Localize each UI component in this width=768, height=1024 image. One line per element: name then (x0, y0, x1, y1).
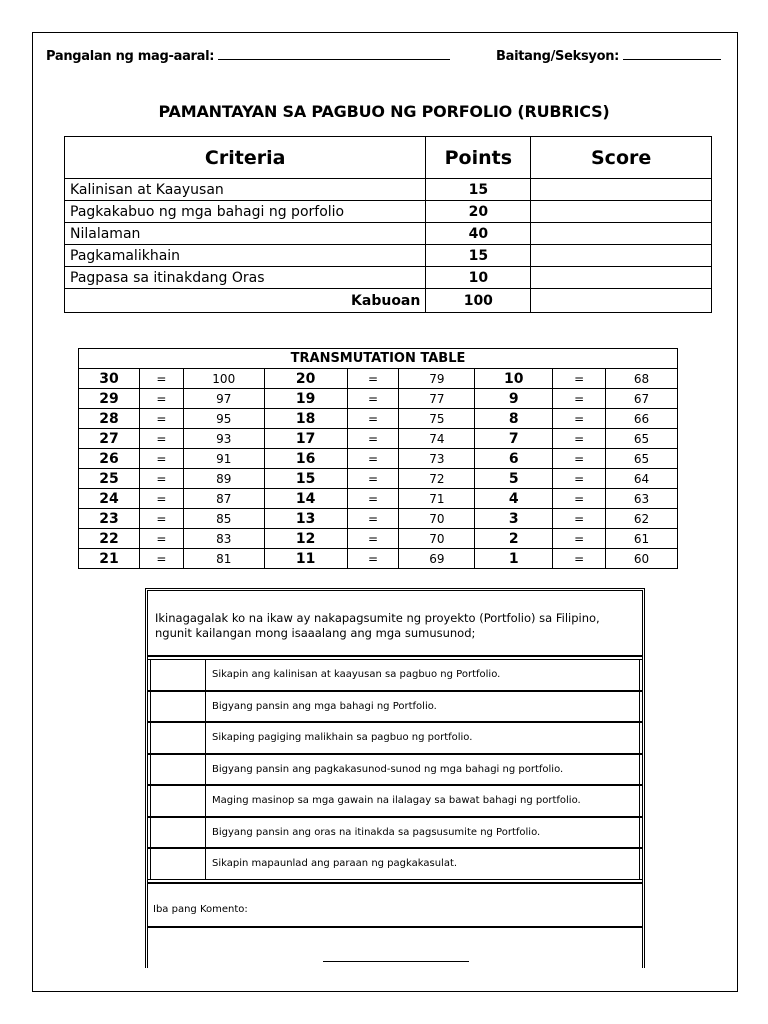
table-row (79, 449, 678, 469)
raw-score-cell: 10 (475, 369, 553, 389)
raw-score-cell: 24 (79, 489, 140, 509)
transmuted-grade-cell: 81 (183, 549, 264, 569)
score-cell[interactable] (531, 223, 712, 245)
table-row (65, 179, 712, 201)
comment-item-text: Sikapin mapaunlad ang paraan ng pagkakasulat. (206, 849, 640, 879)
equals-cell: = (553, 529, 606, 549)
equals-cell: = (347, 469, 399, 489)
list-item (148, 754, 642, 786)
signature-line (323, 961, 469, 962)
equals-cell: = (139, 429, 183, 449)
comment-item-text: Bigyang pansin ang mga bahagi ng Portfolio. (206, 692, 640, 722)
transmuted-grade-cell: 87 (183, 489, 264, 509)
raw-score-cell: 27 (79, 429, 140, 449)
equals-cell: = (139, 409, 183, 429)
student-name-line (46, 48, 450, 64)
equals-cell: = (139, 549, 183, 569)
transmuted-grade-cell: 64 (606, 469, 678, 489)
points-cell: 15 (426, 245, 531, 267)
criteria-cell: Pagkamalikhain (65, 245, 426, 267)
transmuted-grade-cell: 65 (606, 449, 678, 469)
equals-cell: = (553, 469, 606, 489)
total-points: 100 (426, 289, 531, 313)
criteria-header: Criteria (65, 137, 426, 179)
student-name-label: Pangalan ng mag-aaral: (46, 49, 215, 64)
raw-score-cell: 14 (264, 489, 347, 509)
score-cell[interactable] (531, 267, 712, 289)
transmuted-grade-cell: 65 (606, 429, 678, 449)
transmuted-grade-cell: 66 (606, 409, 678, 429)
transmuted-grade-cell: 74 (399, 429, 475, 449)
comment-checklist (148, 659, 642, 880)
equals-cell: = (553, 429, 606, 449)
raw-score-cell: 4 (475, 489, 553, 509)
transmutation-table (78, 348, 678, 569)
equals-cell: = (139, 369, 183, 389)
raw-score-cell: 25 (79, 469, 140, 489)
criteria-cell: Pagkakabuo ng mga bahagi ng porfolio (65, 201, 426, 223)
points-cell: 15 (426, 179, 531, 201)
other-comments-label: Iba pang Komento: (148, 882, 642, 928)
rubric-header-row (65, 137, 712, 179)
raw-score-cell: 3 (475, 509, 553, 529)
list-item (148, 691, 642, 723)
raw-score-cell: 6 (475, 449, 553, 469)
transmuted-grade-cell: 63 (606, 489, 678, 509)
list-item (148, 659, 642, 691)
raw-score-cell: 17 (264, 429, 347, 449)
checkbox[interactable] (150, 849, 206, 879)
section-line (496, 48, 721, 64)
transmuted-grade-cell: 85 (183, 509, 264, 529)
equals-cell: = (347, 369, 399, 389)
transmuted-grade-cell: 60 (606, 549, 678, 569)
criteria-cell: Nilalaman (65, 223, 426, 245)
raw-score-cell: 26 (79, 449, 140, 469)
transmuted-grade-cell: 93 (183, 429, 264, 449)
table-row (79, 509, 678, 529)
checkbox[interactable] (150, 818, 206, 848)
equals-cell: = (139, 529, 183, 549)
points-cell: 10 (426, 267, 531, 289)
table-row (79, 369, 678, 389)
equals-cell: = (347, 509, 399, 529)
score-cell[interactable] (531, 245, 712, 267)
list-item (148, 817, 642, 849)
transmuted-grade-cell: 61 (606, 529, 678, 549)
comment-intro: Ikinagagalak ko na ikaw ay nakapagsumite ng proyekto (Portfolio) sa Filipino, ngunit kailangan mong isaaalang ang mga sumusunod; (148, 591, 642, 657)
table-row (65, 223, 712, 245)
equals-cell: = (347, 429, 399, 449)
transmuted-grade-cell: 83 (183, 529, 264, 549)
transmuted-grade-cell: 97 (183, 389, 264, 409)
transmuted-grade-cell: 70 (399, 509, 475, 529)
raw-score-cell: 2 (475, 529, 553, 549)
table-row (79, 429, 678, 449)
list-item (148, 722, 642, 754)
table-row (65, 201, 712, 223)
equals-cell: = (553, 389, 606, 409)
raw-score-cell: 21 (79, 549, 140, 569)
score-cell[interactable] (531, 201, 712, 223)
equals-cell: = (139, 389, 183, 409)
equals-cell: = (139, 469, 183, 489)
checkbox[interactable] (150, 786, 206, 816)
transmuted-grade-cell: 62 (606, 509, 678, 529)
table-row (79, 549, 678, 569)
equals-cell: = (553, 409, 606, 429)
transmuted-grade-cell: 69 (399, 549, 475, 569)
raw-score-cell: 19 (264, 389, 347, 409)
rubric-table (64, 136, 712, 313)
student-name-blank[interactable] (218, 48, 450, 60)
table-row (79, 469, 678, 489)
section-label: Baitang/Seksyon: (496, 49, 620, 64)
points-cell: 40 (426, 223, 531, 245)
points-header: Points (426, 137, 531, 179)
score-header: Score (531, 137, 712, 179)
transmuted-grade-cell: 68 (606, 369, 678, 389)
transmuted-grade-cell: 75 (399, 409, 475, 429)
teacher-comment-box (145, 588, 645, 968)
transmutation-caption: TRANSMUTATION TABLE (79, 349, 678, 369)
transmuted-grade-cell: 89 (183, 469, 264, 489)
equals-cell: = (553, 489, 606, 509)
score-cell[interactable] (531, 179, 712, 201)
comment-item-text: Bigyang pansin ang oras na itinakda sa pagsusumite ng Portfolio. (206, 818, 640, 848)
equals-cell: = (139, 489, 183, 509)
raw-score-cell: 20 (264, 369, 347, 389)
transmuted-grade-cell: 79 (399, 369, 475, 389)
equals-cell: = (553, 549, 606, 569)
raw-score-cell: 15 (264, 469, 347, 489)
list-item (148, 848, 642, 880)
section-blank[interactable] (623, 48, 721, 60)
checkbox[interactable] (150, 660, 206, 690)
total-row (65, 289, 712, 313)
equals-cell: = (553, 449, 606, 469)
points-cell: 20 (426, 201, 531, 223)
raw-score-cell: 28 (79, 409, 140, 429)
total-label: Kabuoan (65, 289, 426, 313)
raw-score-cell: 9 (475, 389, 553, 409)
transmuted-grade-cell: 100 (183, 369, 264, 389)
equals-cell: = (347, 549, 399, 569)
comment-item-text: Maging masinop sa mga gawain na ilalagay sa bawat bahagi ng portfolio. (206, 786, 640, 816)
list-item (148, 785, 642, 817)
checkbox[interactable] (150, 723, 206, 753)
transmuted-grade-cell: 77 (399, 389, 475, 409)
transmuted-grade-cell: 72 (399, 469, 475, 489)
equals-cell: = (347, 489, 399, 509)
page-title: PAMANTAYAN SA PAGBUO NG PORFOLIO (RUBRICS) (158, 102, 610, 121)
equals-cell: = (347, 529, 399, 549)
table-row (79, 489, 678, 509)
equals-cell: = (347, 449, 399, 469)
equals-cell: = (139, 449, 183, 469)
equals-cell: = (553, 509, 606, 529)
raw-score-cell: 7 (475, 429, 553, 449)
raw-score-cell: 8 (475, 409, 553, 429)
equals-cell: = (347, 409, 399, 429)
checkbox[interactable] (150, 692, 206, 722)
raw-score-cell: 22 (79, 529, 140, 549)
transmuted-grade-cell: 73 (399, 449, 475, 469)
raw-score-cell: 12 (264, 529, 347, 549)
table-row (65, 245, 712, 267)
checkbox[interactable] (150, 755, 206, 785)
table-row (65, 267, 712, 289)
table-row (79, 409, 678, 429)
equals-cell: = (139, 509, 183, 529)
table-row (79, 389, 678, 409)
raw-score-cell: 13 (264, 509, 347, 529)
table-row (79, 529, 678, 549)
raw-score-cell: 18 (264, 409, 347, 429)
raw-score-cell: 5 (475, 469, 553, 489)
transmuted-grade-cell: 95 (183, 409, 264, 429)
comment-item-text: Bigyang pansin ang pagkakasunod-sunod ng mga bahagi ng portfolio. (206, 755, 640, 785)
comment-item-text: Sikaping pagiging malikhain sa pagbuo ng portfolio. (206, 723, 640, 753)
transmuted-grade-cell: 70 (399, 529, 475, 549)
transmuted-grade-cell: 71 (399, 489, 475, 509)
transmuted-grade-cell: 91 (183, 449, 264, 469)
transmutation-caption-row (79, 349, 678, 369)
criteria-cell: Pagpasa sa itinakdang Oras (65, 267, 426, 289)
raw-score-cell: 1 (475, 549, 553, 569)
raw-score-cell: 30 (79, 369, 140, 389)
comment-item-text: Sikapin ang kalinisan at kaayusan sa pagbuo ng Portfolio. (206, 660, 640, 690)
raw-score-cell: 29 (79, 389, 140, 409)
raw-score-cell: 11 (264, 549, 347, 569)
transmuted-grade-cell: 67 (606, 389, 678, 409)
equals-cell: = (553, 369, 606, 389)
equals-cell: = (347, 389, 399, 409)
total-score-cell[interactable] (531, 289, 712, 313)
criteria-cell: Kalinisan at Kaayusan (65, 179, 426, 201)
raw-score-cell: 23 (79, 509, 140, 529)
raw-score-cell: 16 (264, 449, 347, 469)
